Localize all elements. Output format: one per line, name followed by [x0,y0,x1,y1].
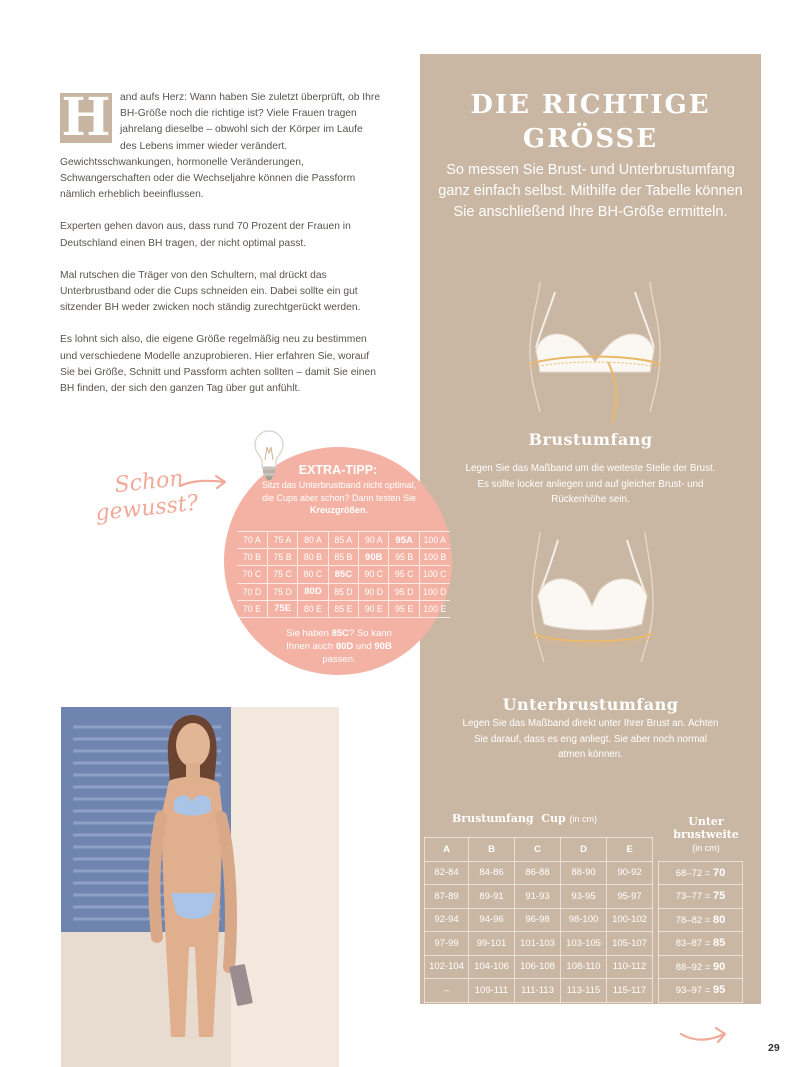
cross-size-cell: 85 B [328,549,358,566]
cross-size-cell: 90 D [359,583,389,600]
cross-size-cell: 70 A [237,532,267,549]
cross-size-cell: 95 E [389,600,419,617]
band-size: 73–77 = 75 [659,885,743,909]
cross-size-cell: 80 C [298,566,328,583]
article-paragraph-4: Es lohnt sich also, die eigene Größe regelmäßig neu zu bestimmen und verschiedene Modelle anzuprobieren. Hier erfahren Sie, worauf Sie bei Größe, Schnitt und Passform achten sollten – damit Sie einen BH finden, der sich den ganzen Tag über gut anfühlt. [60,334,376,395]
bust-measure-illustration [500,282,680,432]
cross-size-cell: 95 C [389,566,419,583]
cup-header: D [561,838,607,862]
cross-size-cell: 80 B [298,549,328,566]
article-paragraph-2: Experten gehen davon aus, dass rund 70 Prozent der Frauen in Deutschland einen BH tragen, der nicht optimal passt. [60,221,351,249]
cross-size-cell: 95A [389,532,419,549]
cross-size-cell: 90B [359,549,389,566]
cross-size-cell: 75 C [267,566,297,583]
cross-size-cell: 90 C [359,566,389,583]
extra-tip-text: Sitzt das Unterbrustband nicht optimal, die Cups aber schon? Dann testen Sie Kreuzgrößen. [261,480,417,515]
table-row [237,600,450,617]
table-row: – 109-111 111-113 113-115 115-117 93–97 = 95 [425,979,743,1003]
extra-tip-footer: Sie haben 85C? So kann Ihnen auch 80D und 90B passen. [286,628,392,665]
panel-title: DIE RICHTIGE GRÖSSE [470,90,711,154]
band-size: 78–82 = 80 [659,908,743,932]
panel-intro: So messen Sie Brust- und Unterbrustumfang ganz einfach selbst. Mithilfe der Tabelle können Sie anschließend Ihre BH-Größe ermitteln. [438,162,743,220]
cross-size-cell: 100 D [419,583,449,600]
band-size: 68–72 = 70 [659,861,743,885]
cross-size-cell: 80D [298,583,328,600]
table-row [425,838,743,862]
underbust-text: Legen Sie das Maßband direkt unter Ihrer Brust an. Achten Sie darauf, dass es eng anliegt. Sie aber noch normal atmen können. [462,718,719,760]
cup-header: C [515,838,561,862]
cross-size-cell: 90 E [359,600,389,617]
cross-size-cell: 80 A [298,532,328,549]
article-paragraph-1: and aufs Herz: Wann haben Sie zuletzt überprüft, ob Ihre BH-Größe noch die richtige ist? Viele Frauen tragen jahrelang dieselbe – obwohl sich der Körper im Laufe des Lebens immer wieder verändert. Gewichtsschwankungen, hormonelle Veränderungen, Schwangerschaften oder die Wechseljahre können die Passform nämlich erheblich beeinflussen. [60,92,381,201]
cross-size-cell: 70 D [237,583,267,600]
bust-heading: Brustumfang [528,430,653,449]
cross-size-cell: 95 B [389,549,419,566]
arrow-right-icon [178,472,230,492]
cross-size-cell: 85 E [328,600,358,617]
cross-size-cell: 90 A [359,532,389,549]
table-row: 87-89 89-91 91-93 93-95 95-97 73–77 = 75 [425,885,743,909]
size-table [424,837,743,1003]
cross-size-cell: 85C [328,566,358,583]
table-head-bust: Brustumfang Cup (in cm) [452,812,598,825]
cross-size-cell: 70 C [237,566,267,583]
cross-size-cell: 100 A [419,532,449,549]
cross-size-cell: 100 C [419,566,449,583]
drop-cap: H [61,87,111,148]
underbust-measure-illustration [510,532,675,672]
model-photo [61,707,339,1067]
table-row: 92-94 94-96 96-98 98-100 100-102 78–82 = 80 [425,908,743,932]
page-number: 29 [768,1042,780,1054]
band-size: 93–97 = 95 [659,979,743,1003]
next-page-arrow-icon [678,1022,730,1048]
extra-tip-title: EXTRA-TIPP: [298,463,378,477]
band-size: 88–92 = 90 [659,955,743,979]
handwritten-note: Schon gewusst? [94,466,200,527]
cross-size-cell: 70 B [237,549,267,566]
cup-header: E [607,838,653,862]
cross-size-cell: 100 E [419,600,449,617]
cross-size-cell: 75 D [267,583,297,600]
cross-size-cell: 75E [267,600,297,617]
table-row [237,532,450,549]
cross-size-cell: 100 B [419,549,449,566]
table-row [237,566,450,583]
table-row: 97-99 99-101 101-103 103-105 105-107 83–87 = 85 [425,932,743,956]
cross-size-cell: 85 D [328,583,358,600]
table-row [237,549,450,566]
article-paragraph-3: Mal rutschen die Träger von den Schultern, mal drückt das Unterbrustband oder die Cups schneiden ein. Dabei sollte ein gut sitzender BH weder zwicken noch ständig zurechtgerückt werden. [60,269,361,314]
table-row: 102-104 104-106 106-108 108-110 110-112 88–92 = 90 [425,955,743,979]
cup-header: B [469,838,515,862]
table-head-underbust: Unter brustweite (in cm) [673,815,739,853]
cross-size-cell: 70 E [237,600,267,617]
table-row [237,583,450,600]
table-row: 82-84 84-86 86-88 88-90 90-92 68–72 = 70 [425,861,743,885]
cross-size-cell: 80 E [298,600,328,617]
cross-size-cell: 75 B [267,549,297,566]
cross-size-cell: 85 A [328,532,358,549]
bust-text: Legen Sie das Maßband um die weiteste Stelle der Brust. Es sollte locker anliegen und auf gleicher Brust- und Rückenhöhe sein. [465,463,716,505]
cup-header: A [425,838,469,862]
article [60,87,382,413]
underbust-heading: Unterbrustumfang [502,695,679,714]
cross-size-grid [237,531,450,618]
cross-size-cell: 95 D [389,583,419,600]
band-size: 83–87 = 85 [659,932,743,956]
cross-size-cell: 75 A [267,532,297,549]
